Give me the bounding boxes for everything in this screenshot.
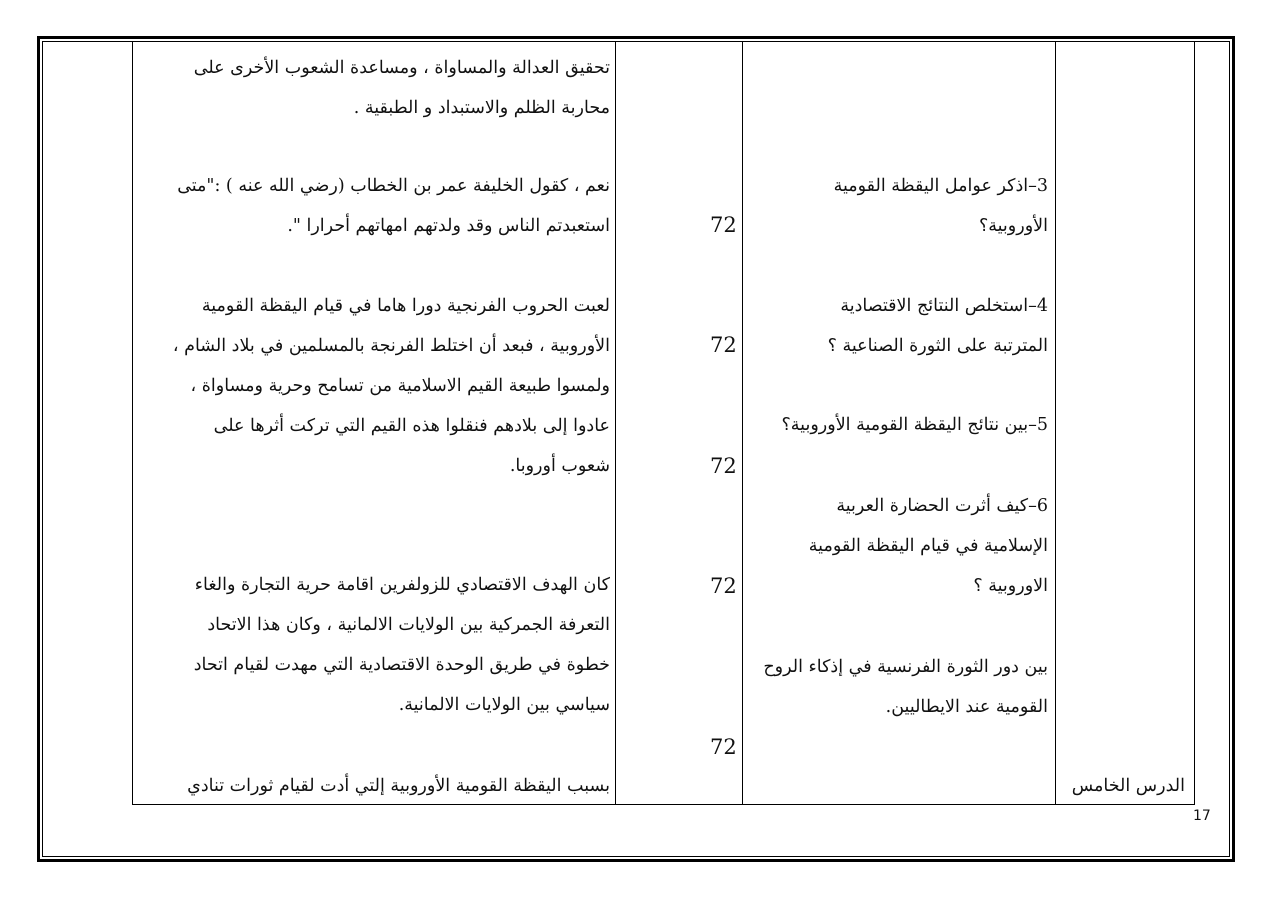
answer-line: التعرفة الجمركية بين الولايات الالمانية ، وكان هذا الاتحاد <box>207 615 610 635</box>
answer-block-2 <box>177 166 610 246</box>
answer-line: الأوروبية ، فبعد أن اختلط الفرنجة بالمسلمين في بلاد الشام ، <box>172 336 610 356</box>
column-divider-questions <box>1055 41 1056 805</box>
answer-block-4 <box>194 565 610 725</box>
question-line: 5–بين نتائج اليقظة القومية الأوروبية؟ <box>781 415 1048 435</box>
table-border-right <box>1194 41 1195 805</box>
page-ref: 72 <box>710 735 737 759</box>
page-ref: 72 <box>710 213 737 237</box>
answer-line: تحقيق العدالة والمساواة ، ومساعدة الشعوب الأخرى على <box>193 58 610 78</box>
answer-line: محاربة الظلم والاستبداد و الطبقية . <box>353 98 610 118</box>
answer-block-3 <box>173 286 610 486</box>
question-block-7 <box>763 647 1048 727</box>
question-line: بين دور الثورة الفرنسية في إذكاء الروح <box>763 657 1048 677</box>
page-ref: 72 <box>710 574 737 598</box>
question-line: الأوروبية؟ <box>978 216 1048 236</box>
question-block-5 <box>782 405 1048 445</box>
table-border-left <box>132 41 133 805</box>
column-divider-pages <box>742 41 743 805</box>
answer-block-1 <box>194 48 610 128</box>
question-block-6 <box>809 486 1048 606</box>
answer-line: بسبب اليقظة القومية الأوروبية إلتي أدت لقيام ثورات تنادي <box>187 776 610 796</box>
question-line: المترتبة على الثورة الصناعية ؟ <box>827 336 1048 356</box>
answer-line: سياسي بين الولايات الالمانية. <box>398 695 610 715</box>
question-block-4 <box>828 286 1048 366</box>
question-line: الاوروبية ؟ <box>973 576 1048 596</box>
page-ref: 72 <box>710 333 737 357</box>
answer-line: نعم ، كقول الخليفة عمر بن الخطاب (رضي الله عنه ) :"متى <box>177 176 610 196</box>
column-divider-answers <box>615 41 616 805</box>
lesson-label: الدرس الخامس <box>1071 776 1185 796</box>
answer-line: شعوب أوروبا. <box>509 456 610 476</box>
question-block-3 <box>834 166 1048 246</box>
page-ref: 72 <box>710 454 737 478</box>
question-line: 4–استخلص النتائج الاقتصادية <box>840 296 1048 316</box>
answer-line: عادوا إلى بلادهم فنقلوا هذه القيم التي تركت أثرها على <box>213 416 610 436</box>
question-line: 3–اذكر عوامل اليقظة القومية <box>833 176 1048 196</box>
question-line: القومية عند الايطاليين. <box>885 697 1048 717</box>
question-line: الإسلامية في قيام اليقظة القومية <box>808 536 1048 556</box>
question-line: 6–كيف أثرت الحضارة العربية <box>836 496 1048 516</box>
answer-line: استعبدتم الناس وقد ولدتهم امهاتهم أحرارا ". <box>287 216 610 236</box>
answer-line: ولمسوا طبيعة القيم الاسلامية من تسامح وحرية ومساواة ، <box>190 376 610 396</box>
page-number: 17 <box>1193 808 1211 824</box>
answer-line: كان الهدف الاقتصادي للزولفرين اقامة حرية التجارة والغاء <box>194 575 610 595</box>
answer-line: لعبت الحروب الفرنجية دورا هاما في قيام اليقظة القومية <box>201 296 610 316</box>
answer-line: خطوة في طريق الوحدة الاقتصادية التي مهدت لقيام اتحاد <box>193 655 610 675</box>
answer-block-5 <box>187 766 610 806</box>
